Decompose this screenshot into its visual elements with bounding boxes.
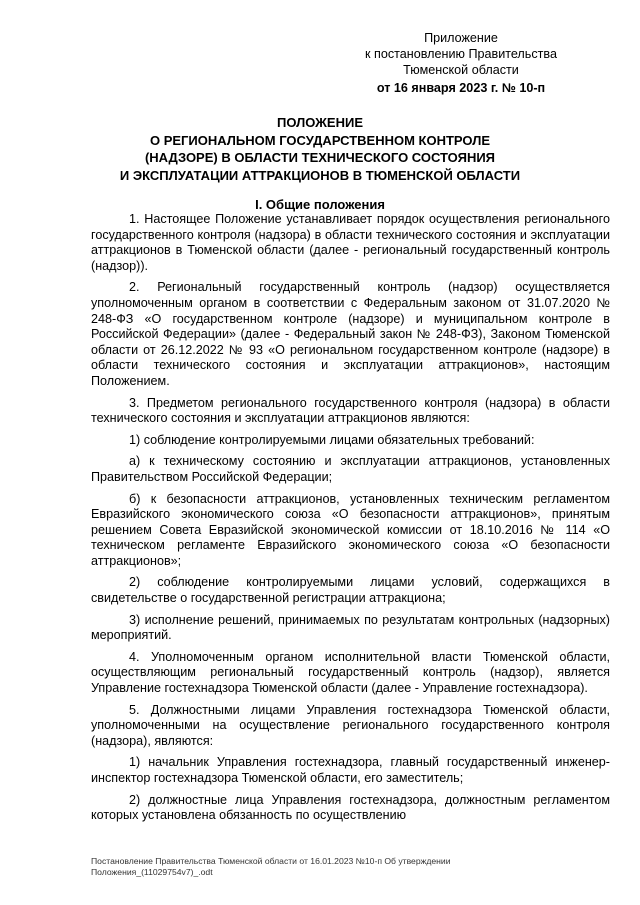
appendix-line-3: Тюменской области xyxy=(403,63,519,77)
paragraph-3-item-2: 2) соблюдение контролируемыми лицами условий, содержащихся в свидетельстве о государственной регистрации аттракциона; xyxy=(91,575,610,606)
footer-line-2: Положения_(11029754v7)_.odt xyxy=(91,867,213,877)
paragraph-4: 4. Уполномоченным органом исполнительной власти Тюменской области, осуществляющим региональный государственный контроль (надзор), является Управление гостехнадзора Тюменской области (далее - Управление гостехнадзора). xyxy=(91,649,610,696)
appendix-line-1: Приложение xyxy=(424,31,498,45)
title-line-4: И ЭКСПЛУАТАЦИИ АТТРАКЦИОНОВ В ТЮМЕНСКОЙ ОБЛАСТИ xyxy=(119,167,521,183)
appendix-date: от 16 января 2023 г. № 10-п xyxy=(376,81,546,95)
paragraph-2: 2. Региональный государственный контроль (надзор) осуществляется уполномоченным органом в соответствии с Федеральным законом от 31.07.2020 № 248-ФЗ «О государственном контроле (надзоре) и муниципальном контроле в Российской Федерации» (далее - Федеральный закон № 248-ФЗ), Законом Тюменской области от 26.12.2022 № 93 «О региональном государственном контроле (надзоре) в области технического состояния и эксплуатации аттракционов», настоящим Положением. xyxy=(91,280,610,388)
paragraph-5: 5. Должностными лицами Управления гостехнадзора Тюменской области, уполномоченными на осуществление регионального государственного контроля (надзора), являются: xyxy=(91,702,610,748)
paragraph-3: 3. Предметом регионального государственного контроля (надзора) в области технического состояния и эксплуатации аттракционов являются: xyxy=(91,395,610,426)
document-body xyxy=(91,212,610,830)
footer-line-1: Постановление Правительства Тюменской области от 16.01.2023 №10-п Об утверждении xyxy=(91,856,451,866)
title-line-3: (НАДЗОРЕ) В ОБЛАСТИ ТЕХНИЧЕСКОГО СОСТОЯНИЯ xyxy=(144,150,496,165)
footer-file-note xyxy=(91,856,551,878)
document-title xyxy=(88,114,552,184)
appendix-block xyxy=(331,30,591,96)
appendix-line-2: к постановлению Правительства xyxy=(365,47,557,61)
paragraph-3-item-1a: а) к техническому состоянию и эксплуатации аттракционов, установленных Правительством Российской Федерации; xyxy=(91,454,610,484)
paragraph-3-item-3: 3) исполнение решений, принимаемых по результатам контрольных (надзорных) мероприятий. xyxy=(91,612,610,643)
paragraph-5-item-1: 1) начальник Управления гостехнадзора, главный государственный инженер-инспектор гостехнадзора Тюменской области, его заместитель; xyxy=(91,755,610,785)
title-line-1: ПОЛОЖЕНИЕ xyxy=(276,115,364,130)
paragraph-1: 1. Настоящее Положение устанавливает порядок осуществления регионального государственного контроля (надзора) в области технического состояния и эксплуатации аттракционов в Тюменской области (далее - региональный государственный контроль (надзор)). xyxy=(91,212,610,273)
section-heading: I. Общие положения xyxy=(255,197,385,212)
paragraph-5-item-2: 2) должностные лица Управления гостехнадзора, должностным регламентом которых установлена обязанность по осуществлению xyxy=(91,792,610,823)
paragraph-3-item-1b: б) к безопасности аттракционов, установленных техническим регламентом Евразийского экономического союза «О безопасности аттракционов», принятым решением Совета Евразийской экономической комиссии от 18.10.2016 № 114 «О техническом регламенте Евразийского экономического союза «О безопасности аттракционов»; xyxy=(91,491,610,568)
paragraph-3-item-1: 1) соблюдение контролируемыми лицами обязательных требований: xyxy=(129,432,535,447)
title-line-2: О РЕГИОНАЛЬНОМ ГОСУДАРСТВЕННОМ КОНТРОЛЕ xyxy=(149,132,491,148)
